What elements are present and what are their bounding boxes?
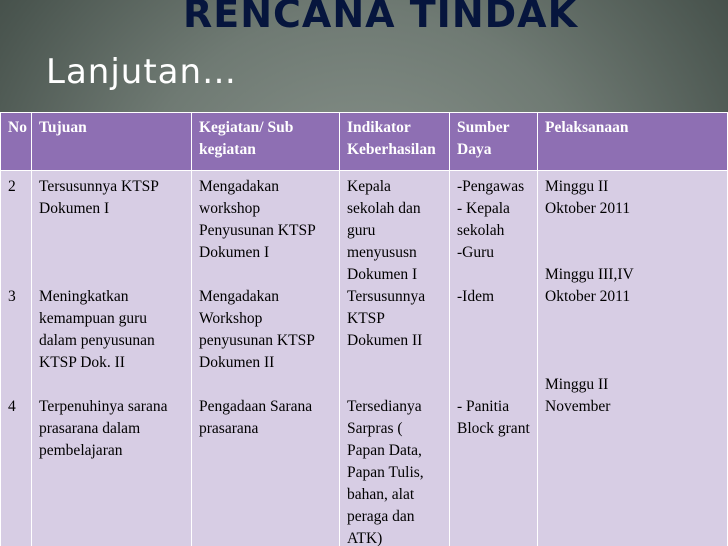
cell-line: prasarana bbox=[199, 420, 259, 437]
cell-line bbox=[347, 374, 443, 396]
cell-line: Meningkatkan bbox=[39, 288, 129, 305]
action-plan-table bbox=[0, 112, 728, 546]
cell-line: ATK) bbox=[347, 530, 383, 546]
cell-line bbox=[545, 330, 721, 352]
cell-line bbox=[545, 220, 721, 242]
table-row bbox=[1, 171, 728, 546]
cell-line: KTSP bbox=[347, 310, 385, 327]
cell-line bbox=[8, 198, 25, 220]
header-indikator bbox=[340, 113, 450, 171]
cell-line: sekolah bbox=[457, 222, 505, 239]
cell-line: Dokumen II bbox=[199, 354, 275, 371]
cell-line: - Panitia bbox=[457, 398, 510, 415]
cell-line bbox=[8, 352, 25, 374]
cell-line: kemampuan guru bbox=[39, 310, 148, 327]
cell-line: Tersusunnya bbox=[347, 288, 426, 305]
column-no bbox=[1, 171, 32, 546]
header-line: Daya bbox=[457, 141, 492, 158]
cell-line: Dokumen I bbox=[39, 200, 110, 217]
cell-line: Penyusunan KTSP bbox=[199, 222, 316, 239]
cell-line: Sarpras ( bbox=[347, 420, 403, 437]
cell-line bbox=[39, 242, 185, 264]
cell-line bbox=[8, 374, 25, 396]
cell-line bbox=[8, 308, 25, 330]
cell-line: KTSP Dok. II bbox=[39, 354, 125, 371]
column-sumber-daya bbox=[450, 171, 538, 546]
cell-line: Tersusunnya KTSP bbox=[39, 178, 159, 195]
cell-line: Minggu II bbox=[545, 376, 609, 393]
slide-title: RENCANA TINDAK bbox=[183, 0, 579, 36]
header-line: Pelaksanaan bbox=[545, 119, 629, 136]
column-kegiatan bbox=[192, 171, 340, 546]
cell-line: Dokumen I bbox=[347, 266, 418, 283]
cell-line: Oktober 2011 bbox=[545, 288, 631, 305]
cell-line: 4 bbox=[8, 398, 16, 415]
header-line: Keberhasilan bbox=[347, 141, 436, 158]
header-line: No bbox=[8, 119, 27, 136]
cell-line bbox=[199, 374, 333, 396]
cell-line bbox=[545, 242, 721, 264]
cell-line: prasarana dalam bbox=[39, 420, 141, 437]
cell-line: Minggu II bbox=[545, 178, 609, 195]
cell-line: peraga dan bbox=[347, 508, 415, 525]
column-pelaksanaan bbox=[538, 171, 728, 546]
cell-line bbox=[457, 330, 531, 352]
header-kegiatan bbox=[192, 113, 340, 171]
slide-subtitle: Lanjutan… bbox=[46, 52, 238, 92]
cell-line bbox=[39, 264, 185, 286]
header-sumber-daya bbox=[450, 113, 538, 171]
cell-line bbox=[457, 264, 531, 286]
cell-line: Oktober 2011 bbox=[545, 200, 631, 217]
cell-line: sekolah dan bbox=[347, 200, 421, 217]
cell-line: Terpenuhinya sarana bbox=[39, 398, 168, 415]
header-line: Kegiatan/ Sub bbox=[199, 119, 294, 136]
header-line: kegiatan bbox=[199, 141, 256, 158]
cell-line bbox=[347, 352, 443, 374]
cell-line: Mengadakan bbox=[199, 178, 280, 195]
cell-line bbox=[8, 242, 25, 264]
cell-line: Tersedianya bbox=[347, 398, 422, 415]
header-tujuan bbox=[32, 113, 192, 171]
cell-line bbox=[545, 352, 721, 374]
header-line: Sumber bbox=[457, 119, 510, 136]
cell-line: -Pengawas bbox=[457, 178, 525, 195]
cell-line: -Guru bbox=[457, 244, 495, 261]
cell-line: Kepala bbox=[347, 178, 391, 195]
cell-line: Dokumen I bbox=[199, 244, 270, 261]
cell-line bbox=[39, 374, 185, 396]
cell-line: Dokumen II bbox=[347, 332, 423, 349]
cell-line: workshop bbox=[199, 200, 261, 217]
cell-line bbox=[457, 374, 531, 396]
cell-line: dalam penyusunan bbox=[39, 332, 155, 349]
cell-line: Pengadaan Sarana bbox=[199, 398, 313, 415]
cell-line: menyususn bbox=[347, 244, 417, 261]
cell-line: Workshop bbox=[199, 310, 263, 327]
cell-line: pembelajaran bbox=[39, 442, 123, 459]
cell-line: penyusunan KTSP bbox=[199, 332, 315, 349]
cell-line: - Kepala bbox=[457, 200, 510, 217]
cell-line bbox=[545, 308, 721, 330]
cell-line bbox=[8, 264, 25, 286]
cell-line bbox=[457, 308, 531, 330]
table-header-row bbox=[1, 113, 728, 171]
cell-line bbox=[199, 264, 333, 286]
header-pelaksanaan bbox=[538, 113, 728, 171]
column-indikator bbox=[340, 171, 450, 546]
cell-line: Minggu III,IV bbox=[545, 266, 634, 283]
cell-line: November bbox=[545, 398, 611, 415]
header-line: Indikator bbox=[347, 119, 411, 136]
cell-line: Papan Tulis, bbox=[347, 464, 424, 481]
cell-line: bahan, alat bbox=[347, 486, 415, 503]
header-no bbox=[1, 113, 32, 171]
cell-line bbox=[457, 352, 531, 374]
cell-line bbox=[8, 330, 25, 352]
cell-line bbox=[39, 220, 185, 242]
header-line: Tujuan bbox=[39, 119, 87, 136]
cell-line: Block grant bbox=[457, 420, 530, 437]
cell-line: 2 bbox=[8, 178, 16, 195]
cell-line: 3 bbox=[8, 288, 16, 305]
column-tujuan bbox=[32, 171, 192, 546]
cell-line: -Idem bbox=[457, 288, 495, 305]
cell-line bbox=[8, 220, 25, 242]
cell-line: guru bbox=[347, 222, 376, 239]
cell-line: Mengadakan bbox=[199, 288, 280, 305]
cell-line: Papan Data, bbox=[347, 442, 422, 459]
